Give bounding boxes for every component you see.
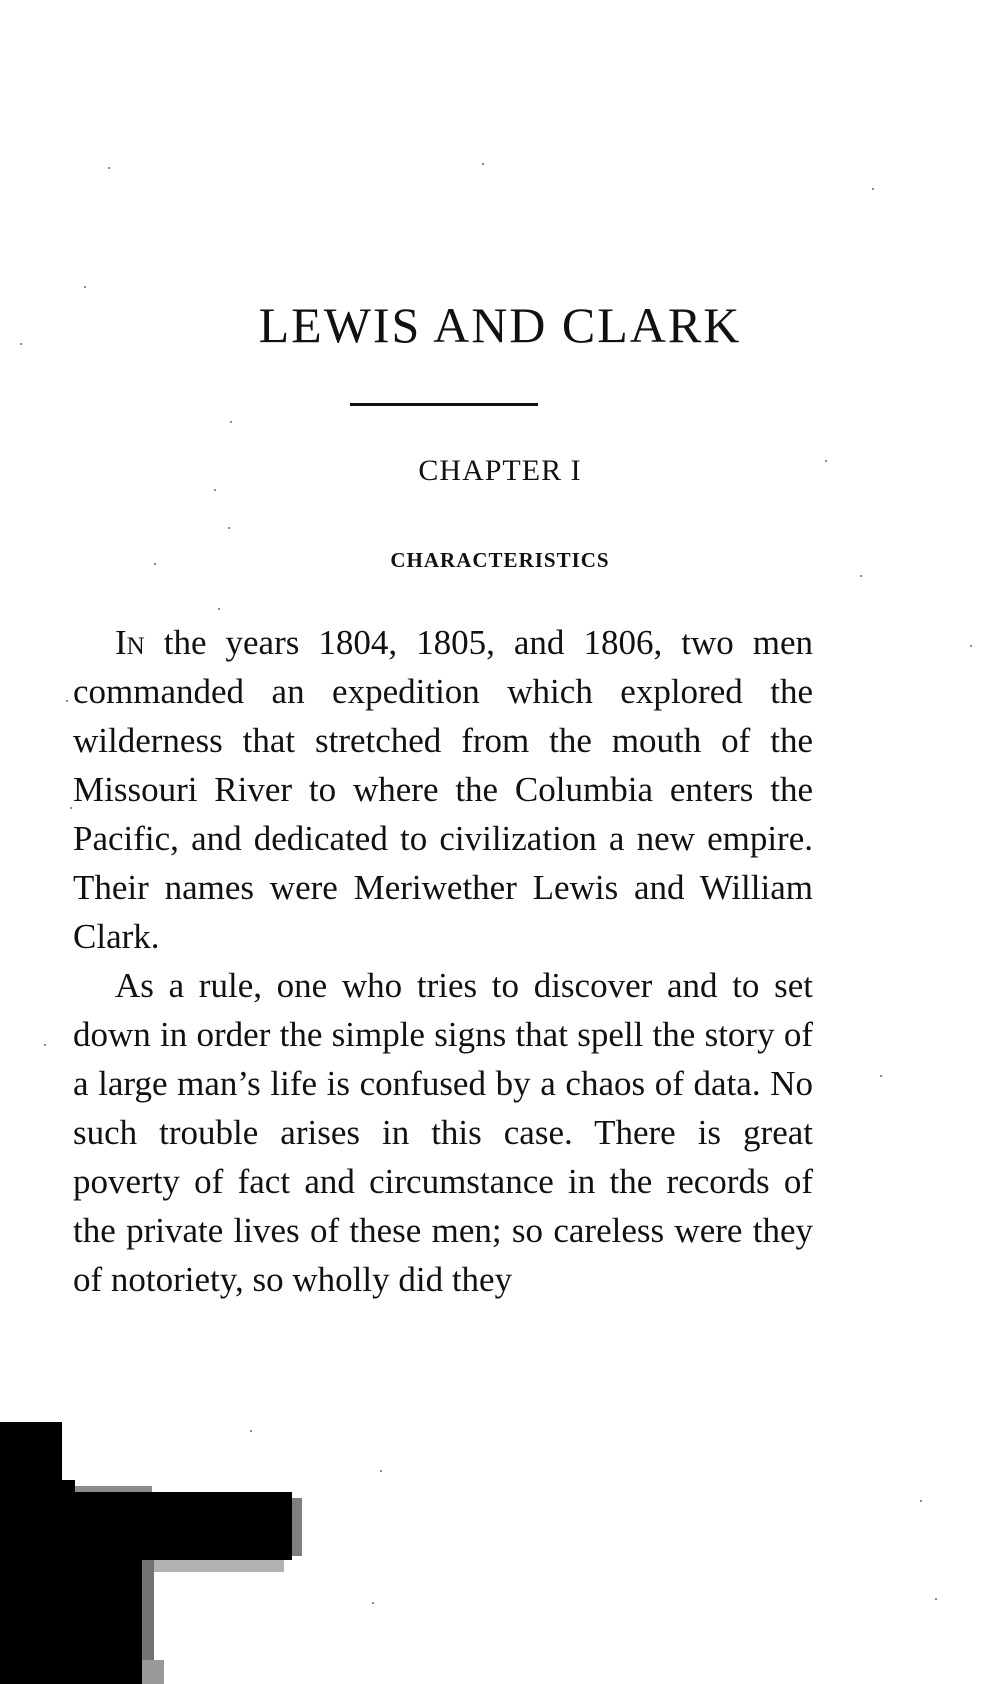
paragraph-text: the years 1804, 1805, and 1806, two men commanded an expedition which explored the wilderness that stretched from the mouth of the Missouri River to where the Columbia enters the Pacific, and dedicated to civilization a new empire. Their names were Meriwether Lewis and William Clark. [73, 623, 813, 956]
book-title: LEWIS AND CLARK [258, 297, 742, 353]
paragraph-1 [73, 618, 813, 961]
paragraph-lead-word: In [115, 623, 145, 662]
title-divider [350, 403, 538, 406]
chapter-title: CHARACTERISTICS [390, 548, 610, 572]
chapter-heading: CHAPTER I [418, 454, 582, 487]
body-text [73, 618, 813, 1304]
paragraph-text: As a rule, one who tries to discover and to set down in order the simple signs that spell the story of a large man’s life is confused by a chaos of data. No such trouble arises in this case. There is great poverty of fact and circumstance in the records of the private lives of these men; so careless were they of notoriety, so wholly did they [73, 966, 813, 1299]
paragraph-2 [73, 961, 813, 1304]
